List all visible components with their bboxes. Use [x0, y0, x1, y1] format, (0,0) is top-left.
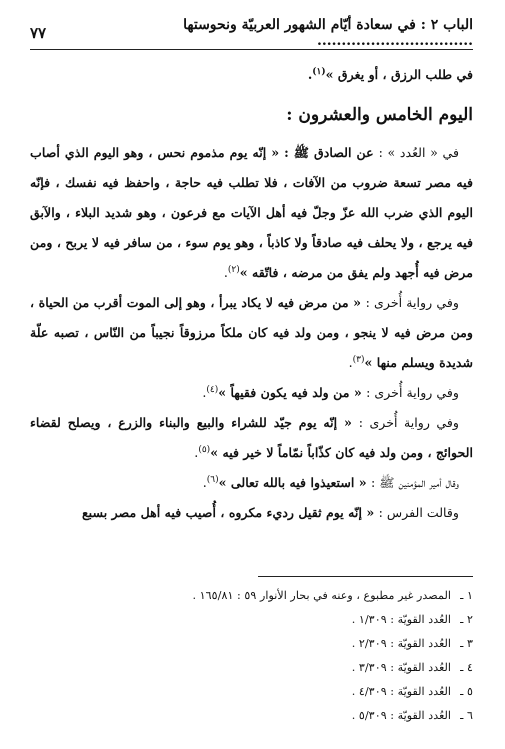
paragraph-5-lead: وقال أمير المؤمنين ﷺ :: [371, 475, 459, 490]
main-text: [30, 60, 473, 528]
header-title-text: الباب ٢ : في سعادة أيّام الشهور العربيّة ونحوستها: [183, 17, 473, 33]
footnote-ref-3: (٣): [352, 354, 365, 365]
footnote-number: ٥ ـ: [460, 685, 473, 698]
paragraph-1: [30, 138, 473, 288]
footnote-text: العُدد القويّة : ٢/٣٠٩ .: [351, 637, 451, 650]
footnote-number: ٤ ـ: [460, 661, 473, 674]
paragraph-4-end: .: [194, 445, 199, 460]
paragraph-0: [30, 60, 473, 90]
header-rule: [30, 49, 473, 50]
paragraph-4: [30, 408, 473, 468]
footnote-rule: [258, 576, 473, 577]
paragraph-0-text: في طلب الرزق ، أو يغرق »: [325, 67, 473, 82]
footnote-6: [30, 704, 473, 728]
footnote-number: ٢ ـ: [460, 613, 473, 626]
footnote-ref-2: (٢): [227, 264, 240, 275]
header-title: [46, 17, 473, 49]
paragraph-0-end: .: [307, 67, 313, 82]
footnote-3: [30, 632, 473, 656]
paragraph-6: [30, 498, 473, 528]
section-heading: اليوم الخامس والعشرون :: [286, 105, 473, 125]
paragraph-2: [30, 288, 473, 378]
paragraph-3-text: « من ولد فيه يكون فقيهاً »: [218, 385, 367, 400]
footnote-2: [30, 608, 473, 632]
footnote-1: [30, 584, 473, 608]
running-header: [30, 17, 473, 49]
paragraph-5-end: .: [202, 475, 207, 490]
footnote-text: العُدد القويّة : ٣/٣٠٩ .: [351, 661, 451, 674]
footnote-ref-4: (٤): [206, 384, 219, 395]
paragraph-2-lead: وفي رواية أُخرى :: [365, 295, 459, 310]
footnote-number: ١ ـ: [460, 589, 473, 602]
paragraph-4-text: « إنّه يوم جيّد للشراء والبيع والبناء والزرع ، ويصلح لقضاء الحوائج ، ومن ولد فيه كان كذّاباً نمّاماً لا خير فيه »: [30, 415, 473, 460]
footnote-ref-5: (٥): [198, 444, 211, 455]
footnote-text: العُدد القويّة : ١/٣٠٩ .: [351, 613, 451, 626]
paragraph-2-end: .: [348, 355, 353, 370]
paragraph-1-lead: في « العُدد » :: [378, 145, 459, 160]
paragraph-3-end: .: [202, 385, 207, 400]
paragraph-1-end: .: [223, 265, 228, 280]
footnote-number: ٦ ـ: [460, 709, 473, 722]
footnote-text: المصدر غير مطبوع ، وعنه في بحار الأنوار ٥٩ : ١٦٥/٨١ .: [192, 589, 451, 602]
footnote-ref-1: (١): [312, 66, 326, 77]
paragraph-6-text: « إنّه يوم ثقيل رديء مكروه ، أُصيب فيه أهل مصر بسبع: [81, 505, 379, 520]
footnote-number: ٣ ـ: [460, 637, 473, 650]
footnote-text: العُدد القويّة : ٥/٣٠٩ .: [351, 709, 451, 722]
paragraph-2-text: « من مرض فيه لا يكاد يبرأ ، وهو إلى الموت أقرب من الحياة ، ومن مرض فيه لا ينجو ، ومن ولد فيه كان ملكاً مرزوقاً نجيباً من النّاس ، تصبه علّة شديدة ويسلم منها »: [30, 295, 473, 370]
paragraph-6-lead: وقالت الفرس :: [378, 505, 459, 520]
paragraph-3: [30, 378, 473, 408]
paragraph-5-text: « استعيذوا فيه بالله تعالى »: [218, 475, 372, 490]
footnote-5: [30, 680, 473, 704]
paragraph-3-lead: وفي رواية أُخرى :: [366, 385, 459, 400]
footnotes: [30, 584, 473, 728]
paragraph-4-lead: وفي رواية أُخرى :: [358, 415, 459, 430]
footnote-ref-6: (٦): [206, 474, 219, 485]
footnote-text: العُدد القويّة : ٤/٣٠٩ .: [351, 685, 451, 698]
footnote-4: [30, 656, 473, 680]
paragraph-1-text: عن الصادق ﷺ : « إنّه يوم مذموم نحس ، وهو اليوم الذي أصاب فيه مصر تسعة ضروب من الآفات ، فلا تطلب فيه حاجة ، واحفظ فيه نفسك ، فإنّه اليوم الذي ضرب الله عزّ وجلّ فيه أهل الآيات مع فرعون ، وهو شديد البلاء ، والآبق فيه يرجع ، ولا يحلف فيه صادقاً ولا كاذباً ، وهو يوم سوء ، من سافر فيه لا يربح ، ومن مرض فيه أُجهد ولم يفق من مرضه ، فاتّقه »: [30, 145, 473, 280]
paragraph-5: [30, 468, 473, 498]
page-number: ٧٧: [30, 24, 47, 42]
header-dots: ................................: [317, 33, 473, 49]
